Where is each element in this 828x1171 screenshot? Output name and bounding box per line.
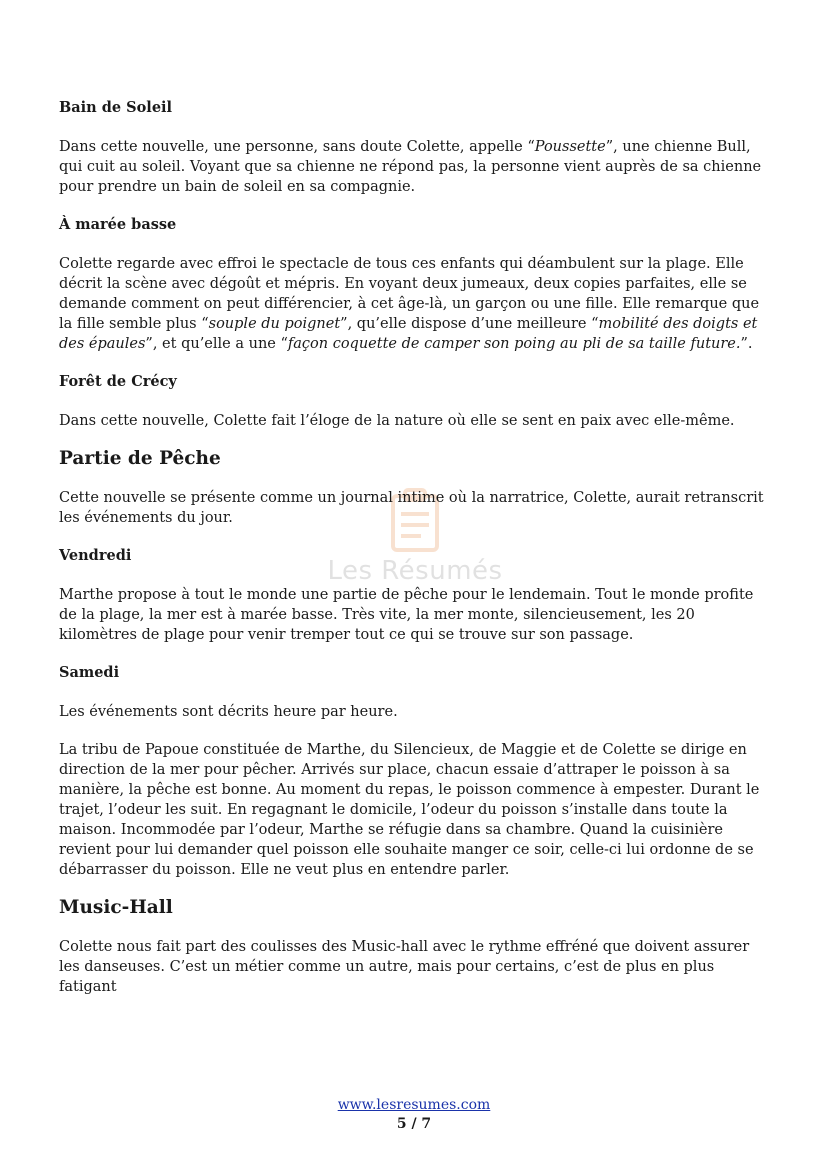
paragraph-vendredi: Marthe propose à tout le monde une partie de pêche pour le lendemain. Tout le monde profite de la plage, la mer est à marée basse. Très vite, la mer monte, silencieusement, les 20 kilomètres de plage pour venir tremper tout ce qui se trouve sur son passage. — [59, 587, 754, 643]
paragraph-peche-intro: Cette nouvelle se présente comme un journal intime où la narratrice, Colette, aurait retranscrit les événements du jour. — [59, 490, 764, 526]
heading-bain-de-soleil: Bain de Soleil — [59, 99, 173, 116]
heading-samedi: Samedi — [59, 664, 120, 681]
watermark-text: Les Résumés — [327, 556, 503, 586]
page-footer — [0, 1096, 828, 1134]
paragraph-samedi-1: Les événements sont décrits heure par heure. — [59, 704, 398, 720]
website-link[interactable]: www.lesresumes.com — [337, 1097, 491, 1113]
paragraph-music-hall: Colette nous fait part des coulisses des Music-hall avec le rythme effréné que doivent assurer les danseuses. C’est un métier comme un autre, mais pour certains, c’est de plus en plus fatigant — [59, 939, 750, 995]
page-number: 5 / 7 — [396, 1116, 432, 1132]
paragraph-foret: Dans cette nouvelle, Colette fait l’éloge de la nature où elle se sent en paix avec elle-même. — [59, 413, 735, 429]
document-body — [59, 98, 771, 997]
heading-maree-basse: À marée basse — [59, 216, 177, 233]
paragraph-maree: Colette regarde avec effroi le spectacle de tous ces enfants qui déambulent sur la plage. Elle décrit la scène avec dégoût et mépris. En voyant deux jumeaux, deux copies parfaites, elle se demande comment on peut différencier, à cet âge-là, un garçon ou une fille. Elle remarque que la fille semble plus “souple du poignet”, qu’elle dispose d’une meilleure “mobilité des doigts et des épaules”, et qu’elle a une “façon coquette de camper son poing au pli de sa taille future.”. — [59, 256, 760, 352]
paragraph-bain: Dans cette nouvelle, une personne, sans doute Colette, appelle “Poussette”, une chienne Bull, qui cuit au soleil. Voyant que sa chienne ne répond pas, la personne vient auprès de sa chienne pour prendre un bain de soleil en sa compagnie. — [59, 139, 762, 195]
heading-partie-de-peche: Partie de Pêche — [59, 448, 221, 469]
paragraph-samedi-2: La tribu de Papoue constituée de Marthe, du Silencieux, de Maggie et de Colette se dirige en direction de la mer pour pêcher. Arrivés sur place, chacun essaie d’attraper le poisson à sa manière, la pêche est bonne. Au moment du repas, le poisson commence à empester. Durant le trajet, l’odeur les suit. En regagnant le domicile, l’odeur du poisson s’installe dans toute la maison. Incommodée par l’odeur, Marthe se réfugie dans sa chambre. Quand la cuisinière revient pour lui demander quel poisson elle souhaite manger ce soir, celle-ci lui ordonne de se débarrasser du poisson. Elle ne veut plus en entendre parler. — [59, 742, 760, 878]
heading-vendredi: Vendredi — [59, 547, 132, 564]
heading-foret-de-crecy: Forêt de Crécy — [59, 373, 177, 390]
heading-music-hall: Music-Hall — [59, 897, 173, 918]
